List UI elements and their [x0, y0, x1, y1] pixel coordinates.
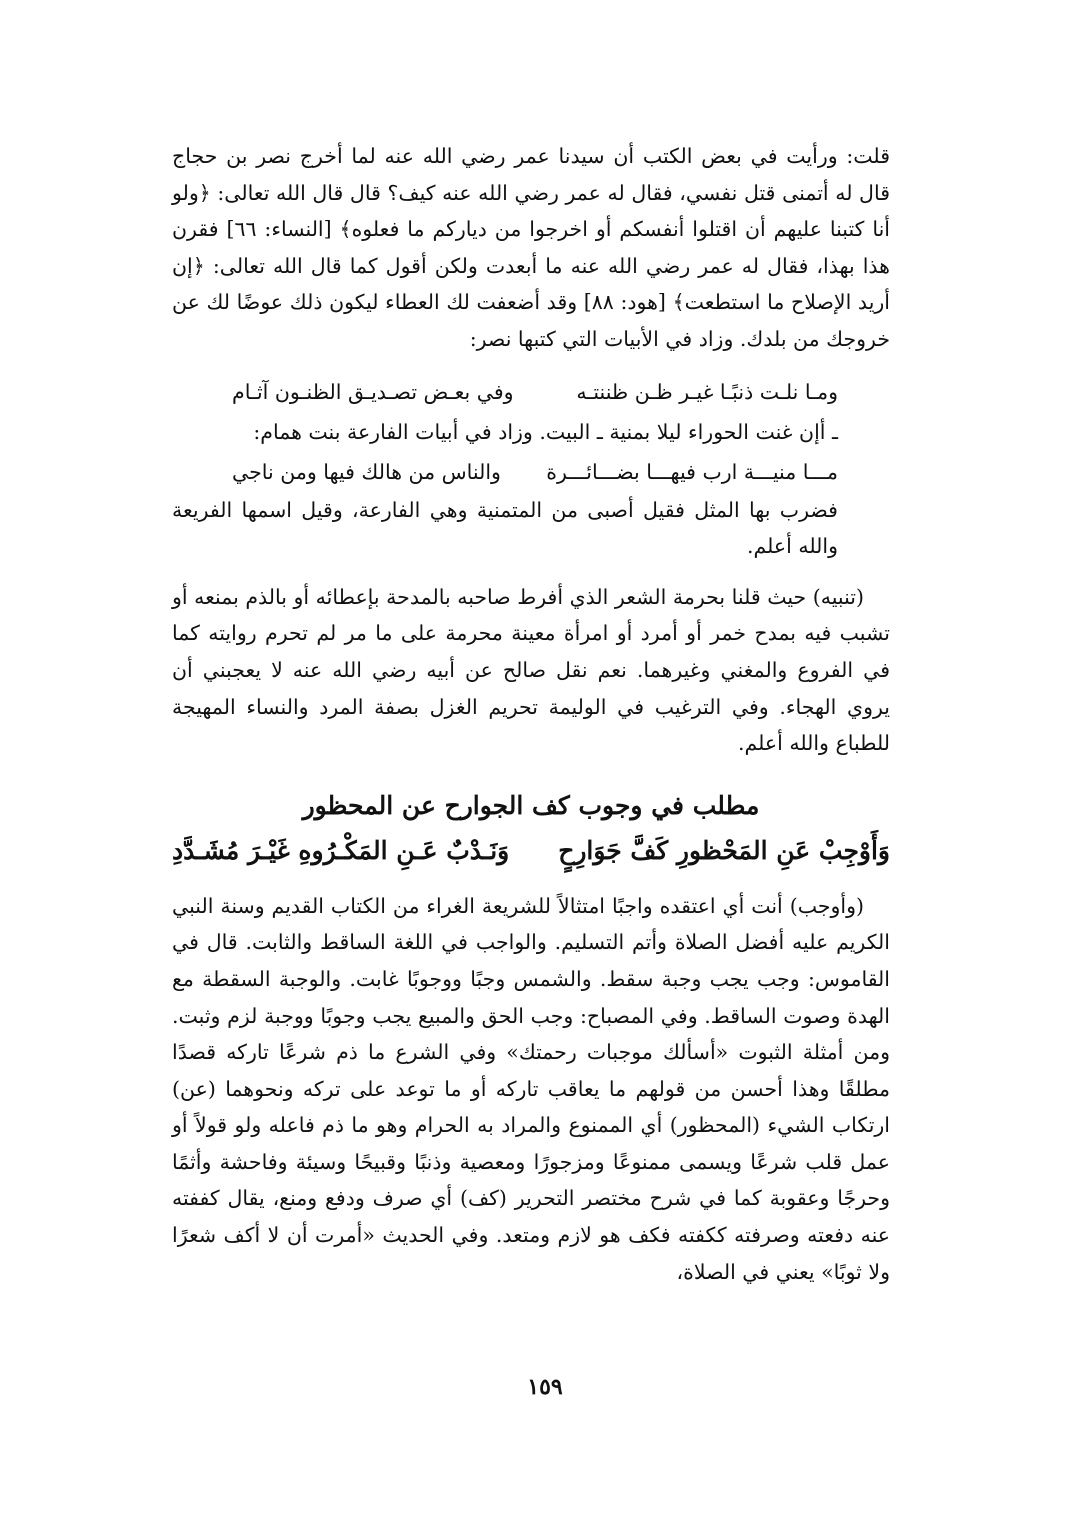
- page-number: ١٥٩: [527, 1374, 563, 1400]
- verse-second-hemistich: وَنَـدْبٌ عَـنِ المَكْـرُوهِ غَيْـرَ مُشَـدَّدِ: [172, 835, 510, 865]
- poem-verse-2: [172, 452, 890, 492]
- paragraph-tanbih: (تنبيه) حيث قلنا بحرمة الشعر الذي أفرط صاحبه بالمدحة بإعطائه أو بالذم بمنعه أو تشبب فيه بمدح خمر أو أمرد أو امرأة معينة محرمة على ما مر لم تحرم روايته كما في الفروع والمغني وغيرهما. نعم نقل صالح عن أبيه رضي الله عنه لا يعجبني أن يروي الهجاء. وفي الترغيب في الوليمة تحريم الغزل بصفة المرد والنساء المهيجة للطباع والله أعلم.: [172, 584, 890, 756]
- verse-first-hemistich: مـــا منيـــة ارب فيهـــا بضـــائـــرة: [546, 459, 838, 484]
- main-verse: [172, 828, 890, 874]
- verse-second-hemistich: والناس من هالك فيها ومن ناجي: [232, 459, 501, 484]
- verse-first-hemistich: ومـا نلـت ذنبًـا غيـر ظـن ظننتـه: [576, 379, 838, 404]
- verse-first-hemistich: وَأَوْجِبْ عَنِ المَحْظورِ كَفَّ جَوَارِحٍ: [558, 835, 890, 865]
- paragraph-nasr-story: قلت: ورأيت في بعض الكتب أن سيدنا عمر رضي الله عنه لما أخرج نصر بن حجاج قال له أتمنى قتل نفسي، فقال له عمر رضي الله عنه كيف؟ قال قال الله تعالى: ﴿ولو أنا كتبنا عليهم أن اقتلوا أنفسكم أو اخرجوا من دياركم ما فعلوه﴾ [النساء: ٦٦] فقرن هذا بهذا، فقال له عمر رضي الله عنه ما أبعدت ولكن أقول كما قال الله تعالى: ﴿إن أريد الإصلاح ما استطعت﴾ [هود: ٨٨] وقد أضعفت لك العطاء ليكون ذلك عوضًا لك عن خروجك من بلدك. وزاد في الأبيات التي كتبها نصر:: [172, 144, 890, 351]
- poem-verse-1: [172, 372, 890, 412]
- spacer: [172, 874, 890, 888]
- paragraph-proverb: فضرب بها المثل فقيل أصبى من المتمنية وهي الفارعة، وقيل اسمها الفريعة والله أعلم.: [172, 497, 838, 559]
- spacer: [172, 762, 890, 784]
- spacer: [172, 358, 890, 372]
- line-after-verse: ـ أإن غنت الحوراء ليلا بمنية ـ البيت. وزاد في أبيات الفارعة بنت همام:: [253, 419, 838, 444]
- paragraph-commentary: (وأوجب) أنت أي اعتقده واجبًا امتثالاً للشريعة الغراء من الكتاب القديم وسنة النبي الكريم عليه أفضل الصلاة وأتم التسليم. والواجب في اللغة الساقط والثابت. قال في القاموس: وجب يجب وجبة سقط. والشمس وجبًا ووجوبًا غابت. والوجبة السقطة مع الهدة وصوت الساقط. وفي المصباح: وجب الحق والمبيع يجب وجوبًا ووجبة لزم وثبت. ومن أمثلة الثبوت «أسألك موجبات رحمتك» وفي الشرع ما ذم شرعًا تاركه قصدًا مطلقًا وهذا أحسن من قولهم ما يعاقب تاركه أو ما توعد على تركه ونحوهما (عن) ارتكاب الشيء (المحظور) أي الممنوع والمراد به الحرام وهو ما ذم فاعله ولو قولاً أو عمل قلب شرعًا ويسمى ممنوعًا ومزجورًا ومعصية وذنبًا وقبيحًا وسيئة وفاحشة وأثمًا وحرجًا وعقوبة كما في شرح مختصر التحرير (كف) أي صرف ودفع ومنع، يقال كففته عنه دفعته وصرفته ككفته فكف هو لازم ومتعد. وفي الحديث «أمرت أن لا أكف شعرًا ولا ثوبًا» يعني في الصلاة،: [172, 893, 890, 1284]
- section-heading: مطلب في وجوب كف الجوارح عن المحظور: [302, 790, 760, 820]
- spacer: [172, 565, 890, 579]
- verse-second-hemistich: وفي بعـض تصـديـق الظنـون آثـام: [232, 379, 514, 404]
